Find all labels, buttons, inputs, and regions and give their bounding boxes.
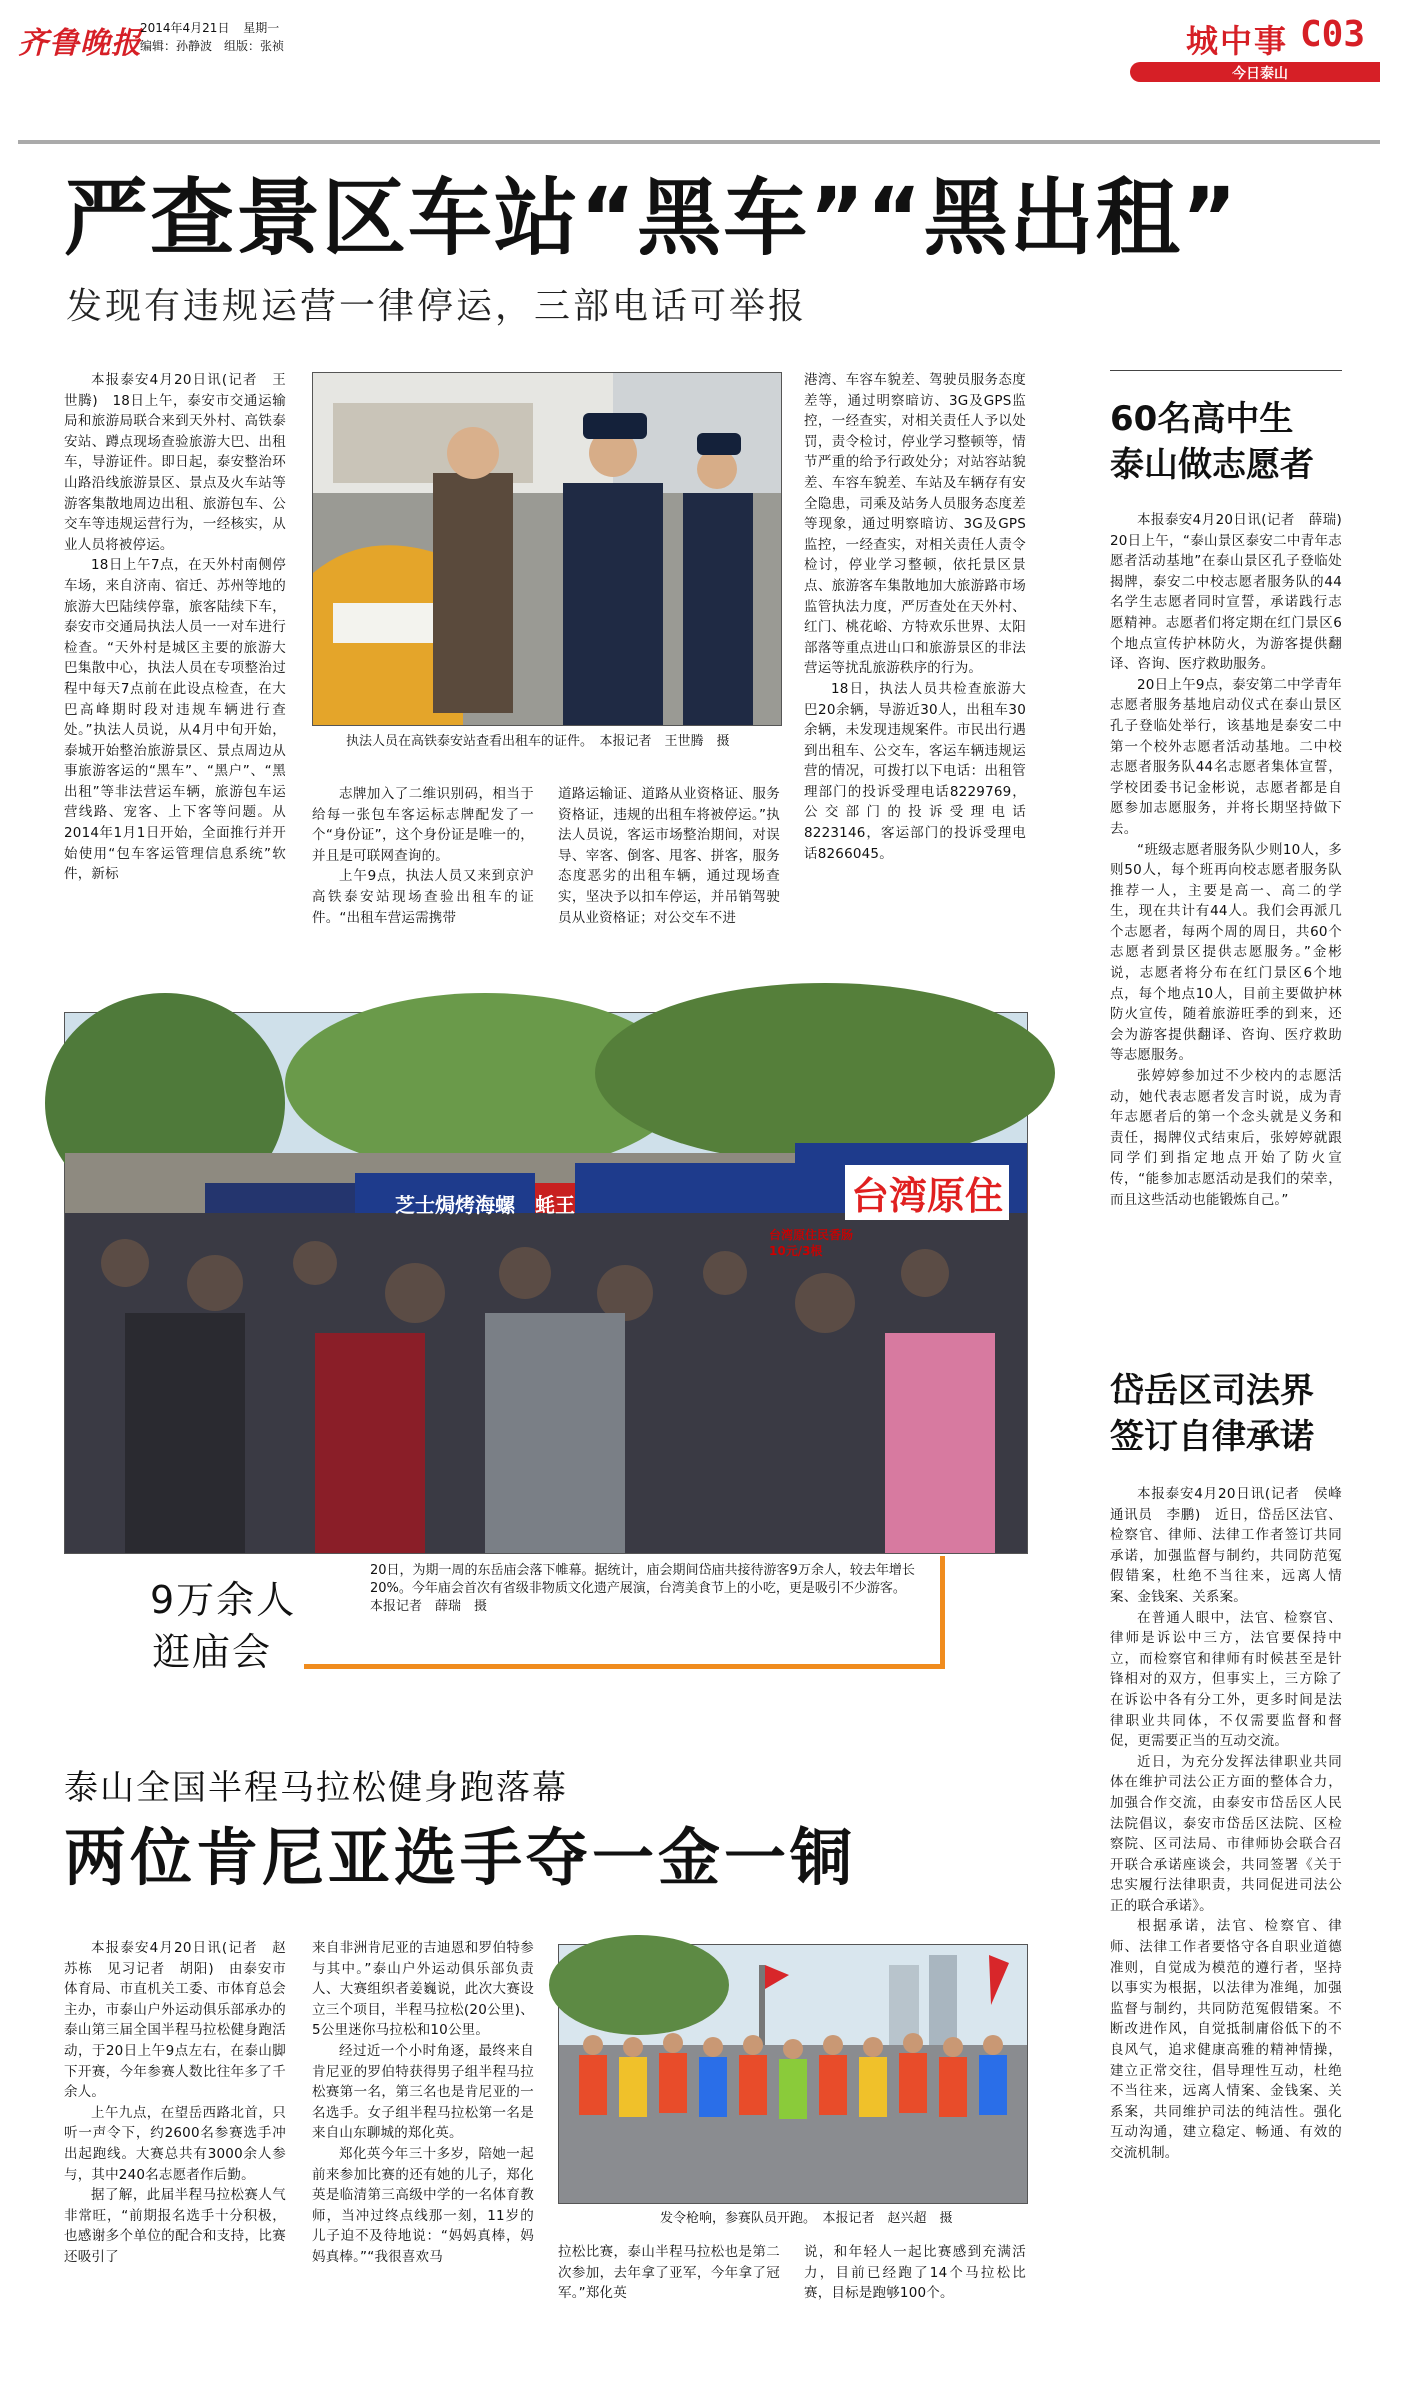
marathon-kicker: 泰山全国半程马拉松健身跑落幕 (64, 1768, 568, 1808)
subsection-name: 今日泰山 (1232, 66, 1288, 82)
sidebar1-paragraph: 张婷婷参加过不少校内的志愿活动，她代表志愿者发言时说，成为青年志愿者后的第一个念头就是义务和责任，揭牌仪式结束后，张婷婷就跟同学们到指定地点开始了防火宣传，“能参加志愿活动是我们的荣幸，而且这些活动也能锻炼自己。” (1110, 1068, 1342, 1208)
lead-column-2 (312, 784, 534, 966)
marathon-column-1 (64, 1938, 286, 2378)
lead-subhead: 发现有违规运营一律停运，三部电话可举报 (66, 286, 808, 327)
temple-fair-title-line1: 9万余人 (150, 1578, 297, 1622)
sidebar2-paragraph: 在普通人眼中，法官、检察官、律师是诉讼中三方，法官要保持中立，而检察官和律师有时候甚至是针锋相对的双方，但事实上，三方除了在诉讼中各有分工外，更多时间是法律职业共同体，不仅需要监督和督促，更需要正当的互动交流。 (1110, 1609, 1342, 1750)
sidebar1-body (1110, 510, 1356, 1322)
page-number: C03 (1300, 14, 1366, 55)
masthead-logo: 齐鲁晚报 (18, 26, 142, 61)
marathon-paragraph: 经过近一个小时角逐，最终来自肯尼亚的罗伯特获得男子组半程马拉松赛第一名，第三名也是肯尼亚的一名选手。女子组半程马拉松第一名是来自山东聊城的郑化英。 (312, 2042, 534, 2142)
marathon-photo-caption: 发令枪响，参赛队员开跑。 本报记者 赵兴超 摄 (660, 2211, 953, 2226)
fair-orange-rule-h (304, 1664, 945, 1669)
lead-paragraph: 本报泰安4月20日讯(记者 王世腾) 18日上午，泰安市交通运输局和旅游局联合来到天外村、高铁泰安站、蹲点现场查验旅游大巴、出租车，导游证件。即日起，泰安整治环山路沿线旅游景区、景点及火车站等游客集散地周边出租、旅游包车、公交车等违规运营行为，一经核实，从业人员将被停运。 (64, 372, 286, 553)
marathon-paragraph: 本报泰安4月20日讯(记者 赵苏栋 见习记者 胡阳) 由泰安市体育局、市直机关工委、市体育总会主办，市泰山户外运动俱乐部承办的泰山第三届全国半程马拉松健身跑活动，于20日上午9点左右，在泰山脚下开赛，今年参赛人数比往年多了千余人。 (64, 1940, 286, 2101)
sidebar2-title-line2: 签订自律承诺 (1110, 1417, 1314, 1457)
marathon-photo-image (559, 1945, 1027, 2203)
sidebar2-paragraph: 根据承诺，法官、检察官、律师、法律工作者要恪守各自职业道德准则，自觉成为模范的遵行者，坚持以事实为根据，以法律为准绳，加强监督与制约，共同防范冤假错案。不断改进作风，自觉抵制庸俗低下的不良风气，追求健康高雅的精神情操，建立正常交往，倡导理性互动，杜绝不当往来，远离人情案、金钱案、关系案，共同维护司法的纯洁性。强化互动沟通，建立稳定、畅通、有效的交流机制。 (1110, 1918, 1342, 2161)
marathon-photo (558, 1944, 1028, 2204)
temple-fair-photo (64, 1012, 1028, 1554)
fair-sign-sausage: 台湾原住民香肠 10元/3根 (769, 1228, 854, 1258)
sidebar2-title (1110, 1368, 1360, 1460)
issue-weekday: 星期一 (243, 21, 280, 35)
fair-banner-snack: 芝士焗烤海螺 蚝王 (395, 1193, 575, 1217)
lead-paragraph: 18日上午7点，在天外村南侧停车场，来自济南、宿迁、苏州等地的旅游大巴陆续停靠，旅客陆续下车，泰安市交通局执法人员一一对车进行检查。“天外村是城区主要的旅游大巴集散中心，执法人员在专项整治过程中每天7点前在此设点检查，在大巴高峰期时段对违规车辆进行查处。”执法人员说，从4月中旬开始，泰城开始整治旅游景区、景点周边从事旅游客运的“黑车”、“黑户”、“黑出租”等非法营运车辆，旅游包车运营线路、宠客、上下客等问题。从2014年1月1日开始，全面推行并开始使用“包车客运管理信息系统”软件，新标 (64, 557, 286, 883)
lead-headline: 严查景区车站“黑车”“黑出租” (64, 169, 1239, 267)
masthead-editors: 编辑：孙静波 组版：张祯 (140, 39, 285, 53)
lead-paragraph: 港湾、车容车貌差、驾驶员服务态度差等，通过明察暗访、3G及GPS监控，一经查实，对相关责任人予以处罚，责令检讨，停业学习整顿等，情节严重的给予行政处分；对站容站貌差、车容车貌差、车站及车辆存有安全隐患，司乘及站务人员服务态度差等现象，通过明察暗访、3G及GPS监控，一经查实，对相关责任人责令检讨，停业学习整顿，依托景区景点、旅游客车集散地加大旅游路市场监管执法力度，严厉查处在天外村、红门、桃花峪、方特欢乐世界、太阳部落等重点进山口和旅游景区的非法营运等扰乱旅游秩序的行为。 (804, 372, 1026, 677)
lead-column-4 (804, 370, 1026, 966)
temple-fair-caption: 20日，为期一周的东岳庙会落下帷幕。据统计，庙会期间岱庙共接待游客9万余人，较去年增长20%。今年庙会首次有省级非物质文化遗产展演，台湾美食节上的小吃，更是吸引不少游客。 本报记者 薛瑞 摄 (370, 1563, 915, 1614)
issue-date: 2014年4月21日 (140, 21, 230, 35)
fair-orange-rule-v (940, 1556, 945, 1668)
inspection-photo (312, 372, 782, 726)
sidebar2-body (1110, 1484, 1356, 2378)
lead-column-3 (558, 784, 780, 966)
marathon-column-2 (312, 1938, 534, 2378)
inspection-photo-caption: 执法人员在高铁泰安站查看出租车的证件。 本报记者 王世腾 摄 (346, 734, 730, 749)
sidebar2-paragraph: 近日，为充分发挥法律职业共同体在维护司法公正方面的整体合力，加强合作交流，由泰安市岱岳区人民法院倡议，泰安市岱岳区法院、区检察院、区司法局、市律师协会联合召开联合承诺座谈会，共同签署《关于忠实履行法律职责，共同促进司法公正的联合承诺》。 (1110, 1753, 1342, 1914)
lead-paragraph: 上午9点，执法人员又来到京沪高铁泰安站现场查验出租车的证件。“出租车营运需携带 (312, 868, 534, 926)
marathon-column-3: 拉松比赛，泰山半程马拉松也是第二次参加，去年拿了亚军，今年拿了冠军。”郑化英 (558, 2244, 780, 2302)
masthead-date (140, 20, 279, 36)
marathon-paragraph: 据了解，此届半程马拉松赛人气非常旺，“前期报名选手十分积极，也感谢多个单位的配合和支持，比赛还吸引了 (64, 2187, 286, 2265)
section-name: 城中事 (1186, 22, 1289, 60)
fair-banner-taiwan: 台湾原住 (845, 1165, 1009, 1220)
marathon-paragraph: 上午九点，在望岳西路北首，只听一声令下，约2600名参赛选手冲出起跑线。大赛总共有3000余人参与，其中240名志愿者作后勤。 (64, 2104, 286, 2183)
sidebar1-paragraph: 本报泰安4月20日讯(记者 薛瑞) 20日上午，“泰山景区泰安二中青年志愿者活动基地”在泰山景区孔子登临处揭牌，泰安二中校志愿者服务队的44名学生志愿者同时宣誓，承诺践行志愿精神。志愿者们将定期在红门景区6个地点宣传护林防火，为游客提供翻译、咨询、医疗救助服务。 (1110, 512, 1356, 673)
temple-fair-title-line2: 逛庙会 (152, 1630, 273, 1674)
temple-fair-title (150, 1574, 296, 1678)
inspection-photo-image (313, 373, 781, 725)
sidebar2-paragraph: 本报泰安4月20日讯(记者 侯峰 通讯员 李鹏) 近日，岱岳区法官、检察官、律师、法律工作者签订共同承诺，加强监督与制约，共同防范冤假错案，杜绝不当往来，远离人情案、金钱案、关系案。 (1110, 1486, 1356, 1605)
lead-column-1 (64, 370, 286, 966)
sidebar1-paragraph: “班级志愿者服务队少则10人，多则50人，每个班再向校志愿者服务队推荐一人，主要是高一、高二的学生，现在共计有44人。我们会再派几个志愿者，每两个周的周日，共60个志愿者到景区提供志愿服务。”金彬说，志愿者将分布在红门景区6个地点，每个地点10人，目前主要做护林防火宣传，随着旅游旺季的到来，还会为游客提供翻译、咨询、医疗救助等志愿服务。 (1110, 841, 1342, 1064)
sidebar-top-rule (1110, 370, 1342, 371)
marathon-headline: 两位肯尼亚选手夺一金一铜 (64, 1821, 857, 1894)
lead-paragraph: 18日，执法人员共检查旅游大巴20余辆，导游近30人，出租车30余辆，未发现违规案件。市民出行遇到出租车、公交车，客运车辆违规运营的情况，可拨打以下电话：出租管理部门的投诉受理电话8229769，公交部门的投诉受理电话8223146，客运部门的投诉受理电话8266045。 (804, 680, 1026, 862)
sidebar1-title (1110, 396, 1360, 488)
sidebar2-title-line1: 岱岳区司法界 (1110, 1371, 1314, 1411)
marathon-paragraph: 来自非洲肯尼亚的吉迪恩和罗伯特参与其中。”泰山户外运动俱乐部负责人、大赛组织者姜巍说，此次大赛设立三个项目，半程马拉松(20公里)、5公里迷你马拉松和10公里。 (312, 1940, 534, 2039)
temple-fair-photo-image (65, 1013, 1027, 1553)
lead-paragraph: 道路运输证、道路从业资格证、服务资格证，违规的出租车将被停运。”执法人员说，客运市场整治期间，对误导、宰客、倒客、甩客、拼客，服务态度恶劣的出租车辆，通过现场查实，坚决予以扣车停运，并吊销驾驶员从业资格证；对公交车不进 (558, 786, 780, 926)
sidebar1-title-line2: 泰山做志愿者 (1110, 445, 1314, 485)
sidebar1-title-line1: 60名高中生 (1110, 399, 1294, 439)
masthead-rule (18, 140, 1380, 144)
marathon-paragraph: 郑化英今年三十多岁，陪她一起前来参加比赛的还有她的儿子，郑化英是临清第三高级中学的一名体育教师，当冲过终点线那一刻，11岁的儿子迫不及待地说：“妈妈真棒，妈妈真棒。”“我很喜欢马 (312, 2145, 534, 2265)
marathon-column-4: 说，和年轻人一起比赛感到充满活力，目前已经跑了14个马拉松比赛，目标是跑够100个。 (804, 2244, 1026, 2302)
lead-paragraph: 志牌加入了二维识别码，相当于给每一张包车客运标志牌配发了一个“身份证”，这个身份证是唯一的，并且是可联网查询的。 (312, 786, 534, 864)
sidebar1-paragraph: 20日上午9点，泰安第二中学青年志愿者服务基地启动仪式在泰山景区孔子登临处举行，该基地是泰安二中第一个校外志愿者活动基地。二中校志愿者服务队44名志愿者集体宣誓，学校团委书记金彬说，志愿者都是自愿参加志愿服务，并将长期坚持做下去。 (1110, 676, 1342, 837)
